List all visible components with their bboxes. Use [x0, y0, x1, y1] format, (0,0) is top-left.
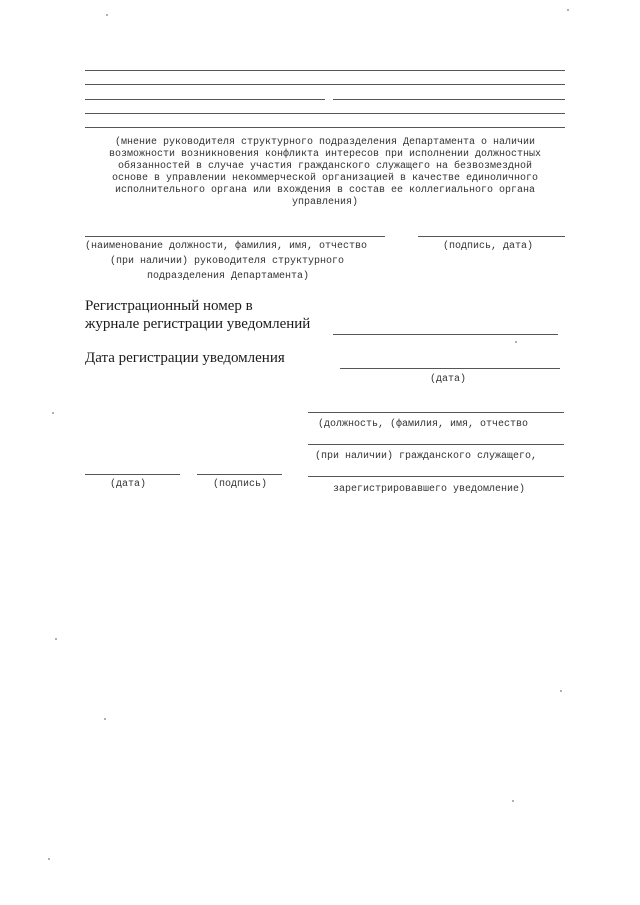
scan-speck: [106, 14, 108, 16]
bottom-date-caption: (дата): [110, 479, 147, 490]
opinion-line-5: [85, 127, 565, 128]
scan-speck: [52, 412, 54, 414]
opinion-line-2: [85, 84, 565, 85]
bottom-date-line: [85, 474, 180, 475]
registration-number-label-line-1: Регистрационный номер в: [85, 298, 253, 314]
opinion-line-3b: [333, 99, 565, 100]
opinion-line-3a: [85, 99, 325, 100]
registration-date-label: Дата регистрации уведомления: [85, 350, 285, 366]
scan-speck: [104, 718, 106, 720]
head-signature-line: [418, 236, 565, 237]
scan-speck: [560, 690, 562, 692]
opinion-caption-line-5: исполнительного органа или вхождения в состав ее коллегиального органа: [114, 185, 536, 196]
scan-speck: [567, 9, 569, 11]
registration-date-line: [340, 368, 560, 369]
head-caption-line-3: подразделения Департамента): [147, 271, 310, 282]
registration-number-line: [333, 334, 558, 335]
registrar-line-2: [308, 444, 564, 445]
scan-speck: [512, 800, 514, 802]
opinion-line-1: [85, 70, 565, 71]
opinion-line-4: [85, 113, 565, 114]
bottom-signature-caption: (подпись): [213, 479, 268, 490]
registration-number-label-line-2: журнале регистрации уведомлений: [85, 316, 311, 332]
registrar-line-3: [308, 476, 564, 477]
registrar-caption-line-2: (при наличии) гражданского служащего,: [315, 451, 538, 462]
scan-speck: [515, 341, 517, 343]
registration-date-caption: (дата): [430, 374, 467, 385]
registrar-caption-line-3: зарегистрировавшего уведомление): [333, 484, 526, 495]
scan-speck: [48, 858, 50, 860]
head-name-line: [85, 236, 385, 237]
opinion-caption-line-2: возможности возникновения конфликта интересов при исполнении должностных: [108, 149, 542, 160]
opinion-caption-line-6: управления): [291, 197, 358, 208]
registrar-caption-line-1: (должность, (фамилия, имя, отчество: [318, 419, 529, 430]
head-caption-line-2: (при наличии) руководителя структурного: [110, 256, 345, 267]
opinion-caption-line-1: (мнение руководителя структурного подразделения Департамента о наличии: [114, 137, 536, 148]
opinion-caption-line-4: основе в управлении некоммерческой организацией в качестве единоличного: [111, 173, 539, 184]
opinion-caption-line-3: обязанностей в случае участия гражданского служащего на безвозмездной: [117, 161, 533, 172]
scan-speck: [55, 638, 57, 640]
bottom-signature-line: [197, 474, 282, 475]
registrar-line-1: [308, 412, 564, 413]
head-caption-line-1: (наименование должности, фамилия, имя, отчество: [85, 241, 368, 252]
head-signature-caption: (подпись, дата): [443, 241, 534, 252]
